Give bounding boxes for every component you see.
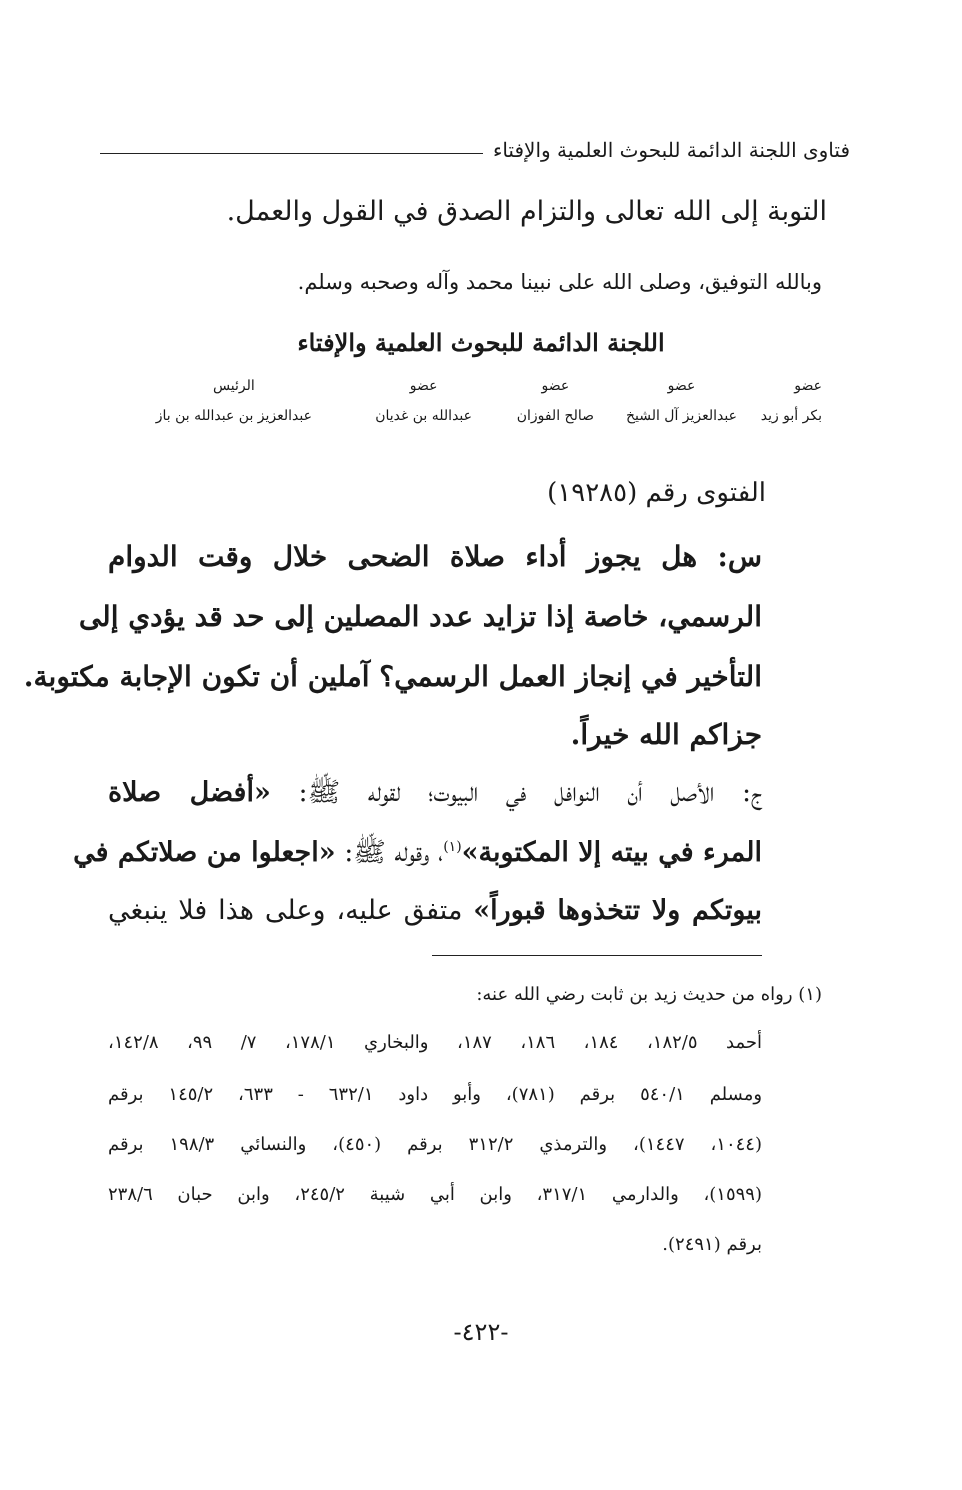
hadith-quote: بيوتكم ولا تتخذوها قبوراً» — [473, 895, 763, 926]
signature-row — [140, 378, 822, 438]
footnote-line: أحمد ١٨٢/٥، ١٨٤، ١٨٦، ١٨٧، والبخاري ١٧٨/١، ٧/ ٩٩، ١٤٢/٨، — [108, 1032, 763, 1053]
signature-role: الرئيس — [212, 378, 255, 394]
footnote-line: ومسلم ٥٤٠/١ برقم (٧٨١)، وأبو داود ٦٣٢/١ - ٦٣٣، ١٤٥/٢ برقم — [108, 1084, 763, 1105]
answer-text: ، وقوله ﷺ: — [335, 837, 444, 868]
signature-member-2 — [626, 378, 737, 424]
closing-blessing: وبالله التوفيق، وصلى الله على نبينا محمد وآله وصحبه وسلم. — [297, 270, 822, 294]
hadith-quote: «اجعلوا من صلاتكم في — [73, 837, 336, 868]
hadith-quote: «أفضل صلاة — [108, 777, 271, 808]
signature-member-4 — [375, 378, 472, 424]
committee-title: اللجنة الدائمة للبحوث العلمية والإفتاء — [297, 328, 665, 357]
footnote-rule — [432, 955, 762, 956]
header-rule — [100, 153, 483, 154]
footnote-line: برقم (٢٤٩١). — [662, 1234, 762, 1255]
fatwa-number: الفتوى رقم (١٩٢٨٥) — [547, 478, 766, 508]
answer-line — [73, 835, 762, 875]
footnote-marker: (١) — [443, 839, 462, 855]
page-number: -٤٢٢- — [453, 1318, 509, 1346]
question-line: الرسمي، خاصة إذا تزايد عدد المصلين إلى حد قد يؤدي إلى — [78, 600, 762, 633]
signature-name: عبدالعزيز آل الشيخ — [625, 408, 737, 424]
signature-chairman — [156, 378, 312, 424]
signature-role: عضو — [409, 378, 438, 394]
signature-role: عضو — [794, 378, 822, 394]
answer-line — [108, 775, 762, 815]
previous-fatwa-ending: التوبة إلى الله تعالى والتزام الصدق في القول والعمل. — [226, 196, 827, 227]
hadith-quote: المرء في بيته إلا المكتوبة» — [461, 837, 762, 868]
signature-name: عبدالعزيز بن عبدالله بن باز — [155, 408, 312, 424]
footnote-line: (١٠٤٤، ١٤٤٧)، والترمذي ٣١٢/٢ برقم (٤٥٠)، والنسائي ١٩٨/٣ برقم — [108, 1134, 762, 1155]
footnote-line: (١) رواه من حديث زيد بن ثابت رضي الله عنه: — [476, 984, 822, 1005]
signature-role: عضو — [667, 378, 696, 394]
signature-name: بكر أبو زيد — [760, 408, 822, 424]
running-title: فتاوى اللجنة الدائمة للبحوث العلمية والإفتاء — [492, 138, 850, 162]
answer-text: متفق عليه، وعلى هذا فلا ينبغي — [108, 895, 474, 926]
footnote-line: (١٥٩٩)، والدارمي ٣١٧/١، وابن أبي شيبة ٢٤٥/٢، وابن حبان ٢٣٨/٦ — [108, 1184, 762, 1205]
signature-member-3 — [517, 378, 594, 424]
question-line: جزاكم الله خيراً. — [570, 718, 762, 751]
signature-name: صالح الفوزان — [516, 408, 594, 424]
answer-text: ج: الأصل أن النوافل في البيوت؛ لقوله ﷺ: — [270, 777, 763, 808]
question-line: التأخير في إنجاز العمل الرسمي؟ آملين أن تكون الإجابة مكتوبة. — [23, 660, 762, 693]
signature-role: عضو — [541, 378, 570, 394]
signature-name: عبدالله بن غديان — [375, 408, 472, 424]
signature-member-1 — [761, 378, 822, 424]
question-line: س: هل يجوز أداء صلاة الضحى خلال وقت الدوام — [108, 540, 762, 573]
running-header — [100, 128, 850, 172]
answer-line — [108, 895, 762, 926]
